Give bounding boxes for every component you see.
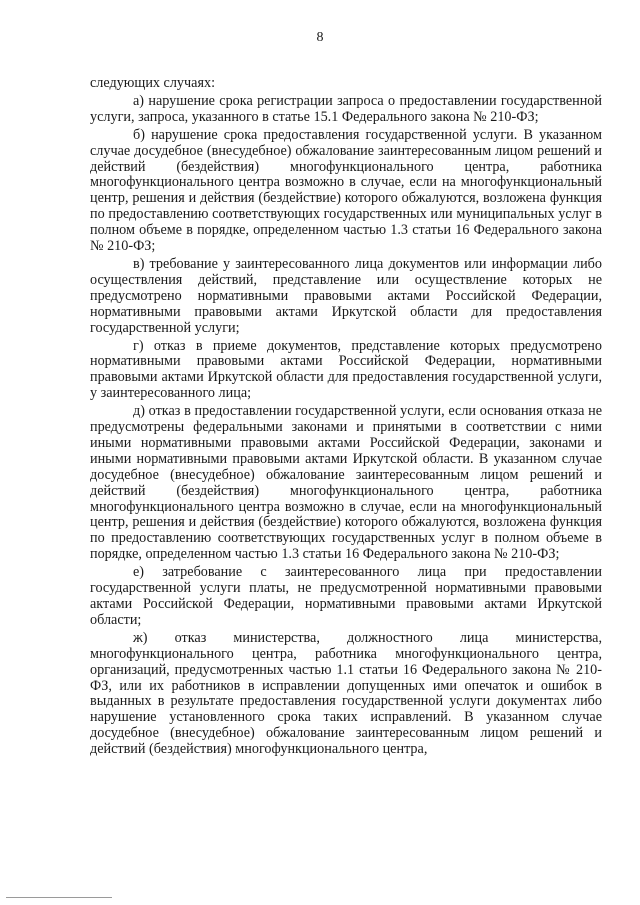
paragraph-item-d: д) отказ в предоставлении государственной услуги, если основания отказа не предусмотрены федеральными законами и принятыми в соответствии с ними иными нормативными правовыми актами Российской Федерации, законами и иными нормативными правовыми актами Иркутской области. В указанном случае досудебное (внесудебное) обжалование заинтересованным лицом решений и действий (бездействия) многофункционального центра, работника многофункционального центра возможно в случае, если на многофункциональный центр, решения и действия (бездействие) которого обжалуются, возложена функция по предоставлению соответствующих государственных услуг в полном объеме в порядке, определенном частью 1.3 статьи 16 Федерального закона № 210-ФЗ; [90, 403, 602, 563]
paragraph-item-b: б) нарушение срока предоставления государственной услуги. В указанном случае досудебное (внесудебное) обжалование заинтересованным лицом решений и действий (бездействия) многофункционального центра, работника многофункционального центра возможно в случае, если на многофункциональный центр, решения и действия (бездействие) которого обжалуются, возложена функция по предоставлению соответствующих государственных или муниципальных услуг в полном объеме в порядке, определенном частью 1.3 статьи 16 Федерального закона № 210-ФЗ; [90, 126, 602, 255]
paragraph-intro: следующих случаях: [90, 75, 216, 91]
paragraph-item-v: в) требование у заинтересованного лица документов или информации либо осуществления действий, представление или осуществление которых не предусмотрено нормативными правовыми актами Российской Федерации, нормативными правовыми актами Иркутской области для предоставления государственной услуги; [90, 255, 602, 336]
footer-rule [6, 897, 112, 898]
paragraph-item-e: е) затребование с заинтересованного лица при предоставлении государственной услуги платы, не предусмотренной нормативными правовыми актами Российской Федерации, нормативными правовыми актами Иркутской области; [90, 564, 602, 628]
paragraph-item-a: а) нарушение срока регистрации запроса о предоставлении государственной услуги, запроса, указанного в статье 15.1 Федерального закона № 210-ФЗ; [90, 92, 602, 125]
paragraph-item-zh: ж) отказ министерства, должностного лица министерства, многофункционального центра, работника многофункционального центра, организаций, предусмотренных частью 1.1 статьи 16 Федерального закона № 210-ФЗ, или их работников в исправлении допущенных ими опечаток и ошибок в выданных в результате предоставления государственной услуги документах либо нарушение установленного срока таких исправлений. В указанном случае досудебное (внесудебное) обжалование заинтересованным лицом решений и действий (бездействия) многофункционального центра, [90, 629, 602, 758]
page-number: 8 [316, 30, 324, 45]
paragraph-item-g: г) отказ в приеме документов, представление которых предусмотрено нормативными правовыми актами Российской Федерации, нормативными правовыми актами Иркутской области для предоставления государственной услуги, у заинтересованного лица; [90, 337, 602, 402]
document-body [90, 76, 602, 760]
